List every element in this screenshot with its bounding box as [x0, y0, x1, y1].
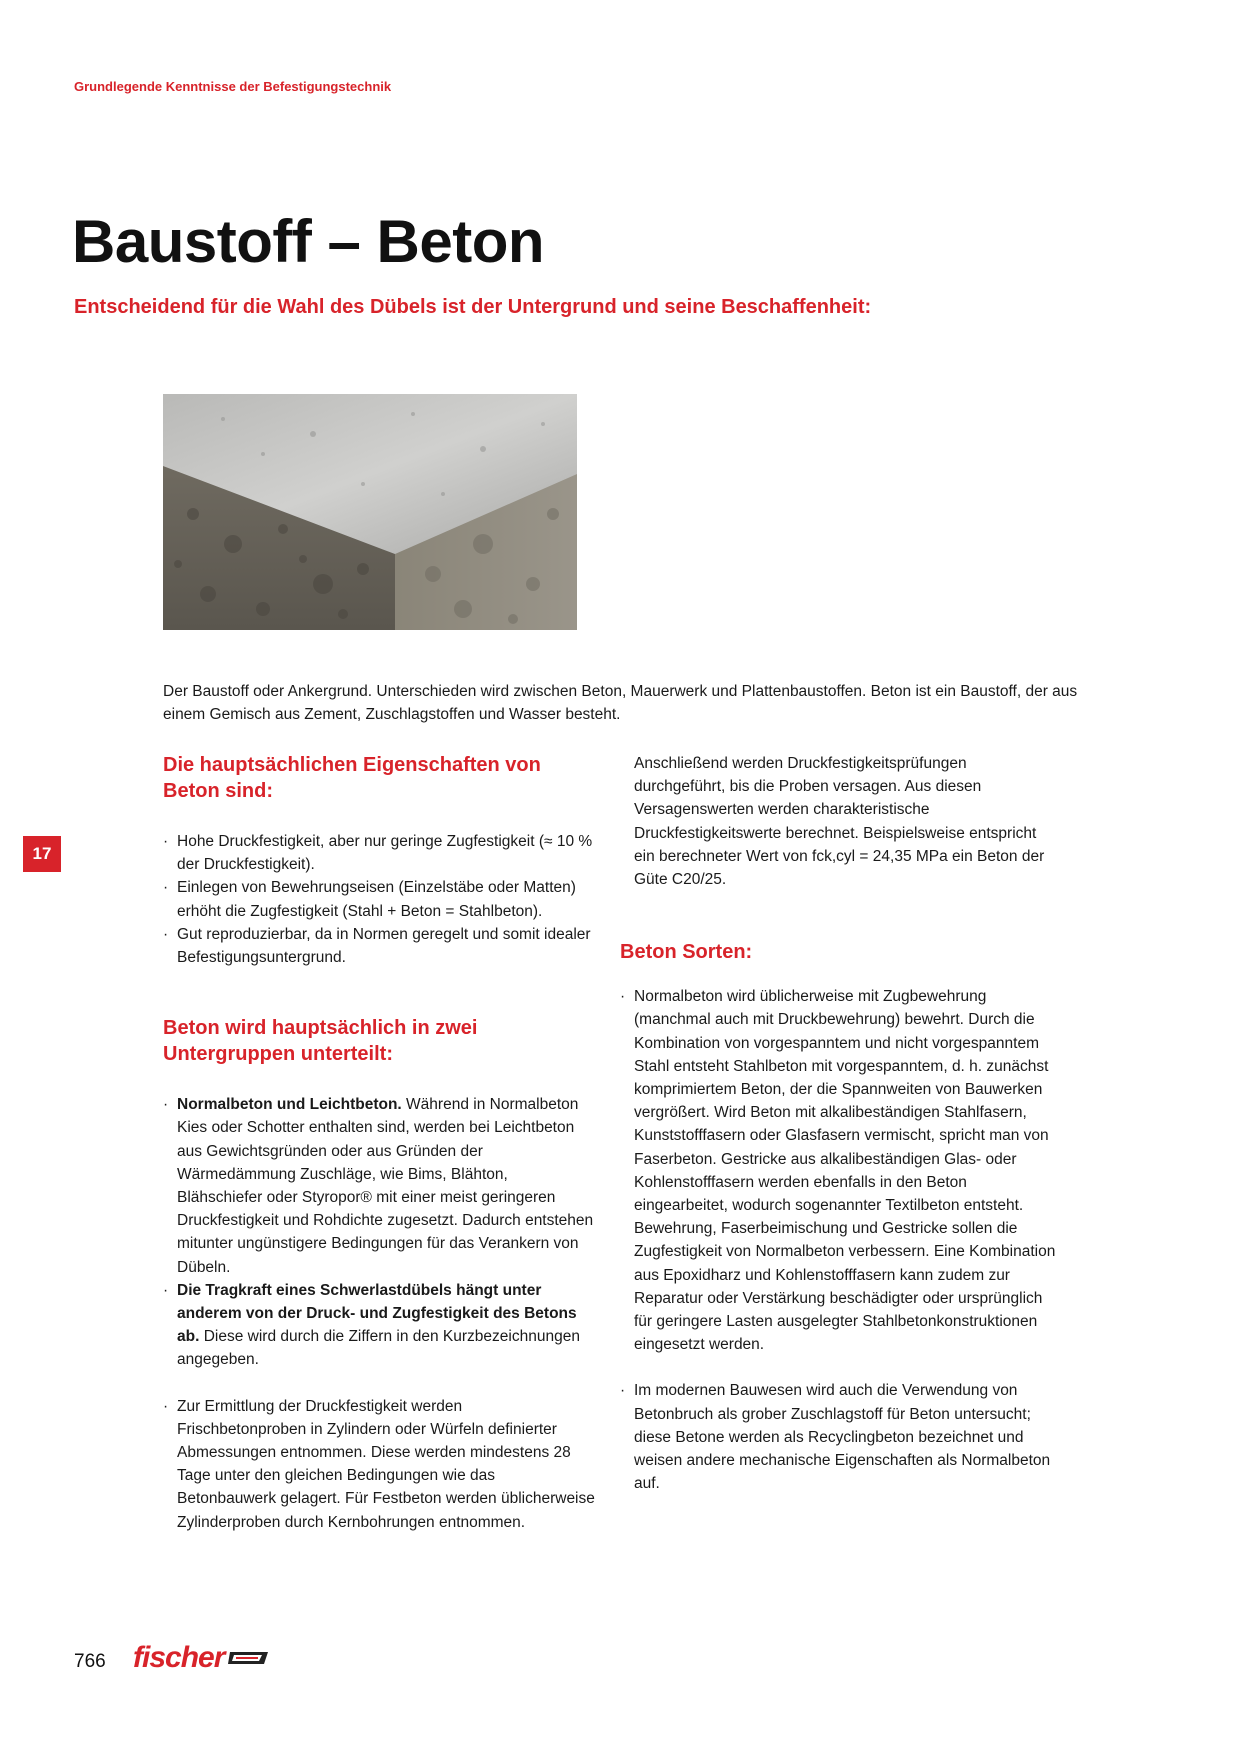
concrete-block-image — [163, 394, 577, 630]
concrete-types-list — [620, 985, 1060, 1495]
fischer-logo — [133, 1641, 270, 1675]
list-item-bold: Die Tragkraft eines Schwerlastdübels hängt unter anderem von der Druck- und Zugfestigkeit des Betons ab. — [177, 1281, 577, 1346]
list-item: · Normalbeton wird üblicherweise mit Zugbewehrung (manchmal auch mit Druckbewehrung) bewehrt. Durch die Kombination von vorgespanntem und nicht vorgespanntem Stahl entsteht Stahlbeton mit vorgespanntem, d. h. zunächst komprimiertem Beton, der die Spannweiten von Bauwerken vergrößert. Wird Beton mit alkalibeständigen Stahlfasern, Kunststofffasern oder Glasfasern vermischt, spricht man von Faserbeton. Gestricke aus alkalibeständigen Glas- oder Kohlenstofffasern werden ebenfalls in den Beton eingearbeitet, wodurch sogenannter Textilbeton entsteht. Bewehrung, Faserbeimischung und Gestricke sollen die Zugfestigkeit von Normalbeton verbessern. Eine Kombination aus Epoxidharz und Kohlenstofffasern kann zudem zur Reparatur oder Verstärkung beschädigter oder ursprünglich für geringere Lasten ausgelegter Stahlbetonkonstruktionen eingesetzt werden. — [620, 985, 1060, 1356]
continuation-paragraph: Anschließend werden Druckfestigkeitsprüfungen durchgeführt, bis die Proben versagen. Aus diesen Versagenswerten werden charakteristische Druckfestigkeitswerte berechnet. Beispielsweise entspricht ein berechneter Wert von fck,cyl = 24,35 MPa ein Beton der Güte C20/25. — [634, 755, 1045, 889]
page-title: Baustoff – Beton — [72, 208, 544, 275]
list-item: · Im modernen Bauwesen wird auch die Verwendung von Betonbruch als grober Zuschlagstoff für Beton untersucht; diese Betone werden als Recyclingbeton bezeichnet und weisen andere mechanische Eigenschaften als Normalbeton auf. — [620, 1379, 1060, 1495]
logo-emblem-icon — [228, 1648, 270, 1668]
concrete-types-heading: Beton Sorten: — [620, 941, 753, 964]
left-column — [163, 752, 595, 1534]
list-item — [163, 1279, 595, 1372]
right-column — [620, 752, 1060, 1495]
list-item-text: Während in Normalbeton Kies oder Schotter enthalten sind, werden bei Leichtbeton aus Gewichtsgründen oder aus Gründen der Wärmedämmung Zuschläge, wie Bims, Blähton, Blähschiefer oder Styropor® mit einer meist geringeren Druckfestigkeit und Rohdichte zugesetzt. Dadurch entstehen mitunter ungünstigere Bedingungen für das Verankern von Dübeln. — [177, 1096, 594, 1276]
list-item-text: Diese wird durch die Ziffern in den Kurzbezeichnungen angegeben. — [177, 1328, 580, 1369]
running-header: Grundlegende Kenntnisse der Befestigungstechnik — [74, 79, 392, 94]
list-item: · Hohe Druckfestigkeit, aber nur geringe Zugfestigkeit (≈ 10 % der Druckfestigkeit). — [163, 830, 595, 876]
list-item: · Gut reproduzierbar, da in Normen geregelt und somit idealer Befestigungsuntergrund. — [163, 923, 595, 969]
list-item-bold: Normalbeton und Leichtbeton. — [177, 1096, 402, 1114]
subgroups-list — [163, 1093, 595, 1534]
list-item: · Einlegen von Bewehrungseisen (Einzelstäbe oder Matten) erhöht die Zugfestigkeit (Stahl + Beton = Stahlbeton). — [163, 876, 595, 922]
chapter-tab: 17 — [23, 836, 61, 872]
properties-list — [163, 830, 595, 969]
subgroups-heading: Beton wird hauptsächlich in zwei Untergruppen unterteilt: — [163, 1017, 478, 1066]
properties-heading: Die hauptsächlichen Eigenschaften von Beton sind: — [163, 754, 541, 802]
intro-paragraph: Der Baustoff oder Ankergrund. Unterschieden wird zwischen Beton, Mauerwerk und Plattenbaustoffen. Beton ist ein Baustoff, der aus einem Gemisch aus Zement, Zuschlagstoffen und Wasser besteht. — [163, 683, 1078, 723]
logo-text: fischer — [133, 1641, 225, 1674]
page-subtitle: Entscheidend für die Wahl des Dübels ist der Untergrund und seine Beschaffenheit: — [74, 296, 872, 318]
list-item — [163, 1093, 595, 1279]
list-item: · Zur Ermittlung der Druckfestigkeit werden Frischbetonproben in Zylindern oder Würfeln definierter Abmessungen entnommen. Diese werden mindestens 28 Tage unter den gleichen Bedingungen wie das Betonbauwerk gelagert. Für Festbeton werden üblicherweise Zylinderproben durch Kernbohrungen entnommen. — [163, 1395, 595, 1534]
page-number: 766 — [74, 1651, 106, 1672]
